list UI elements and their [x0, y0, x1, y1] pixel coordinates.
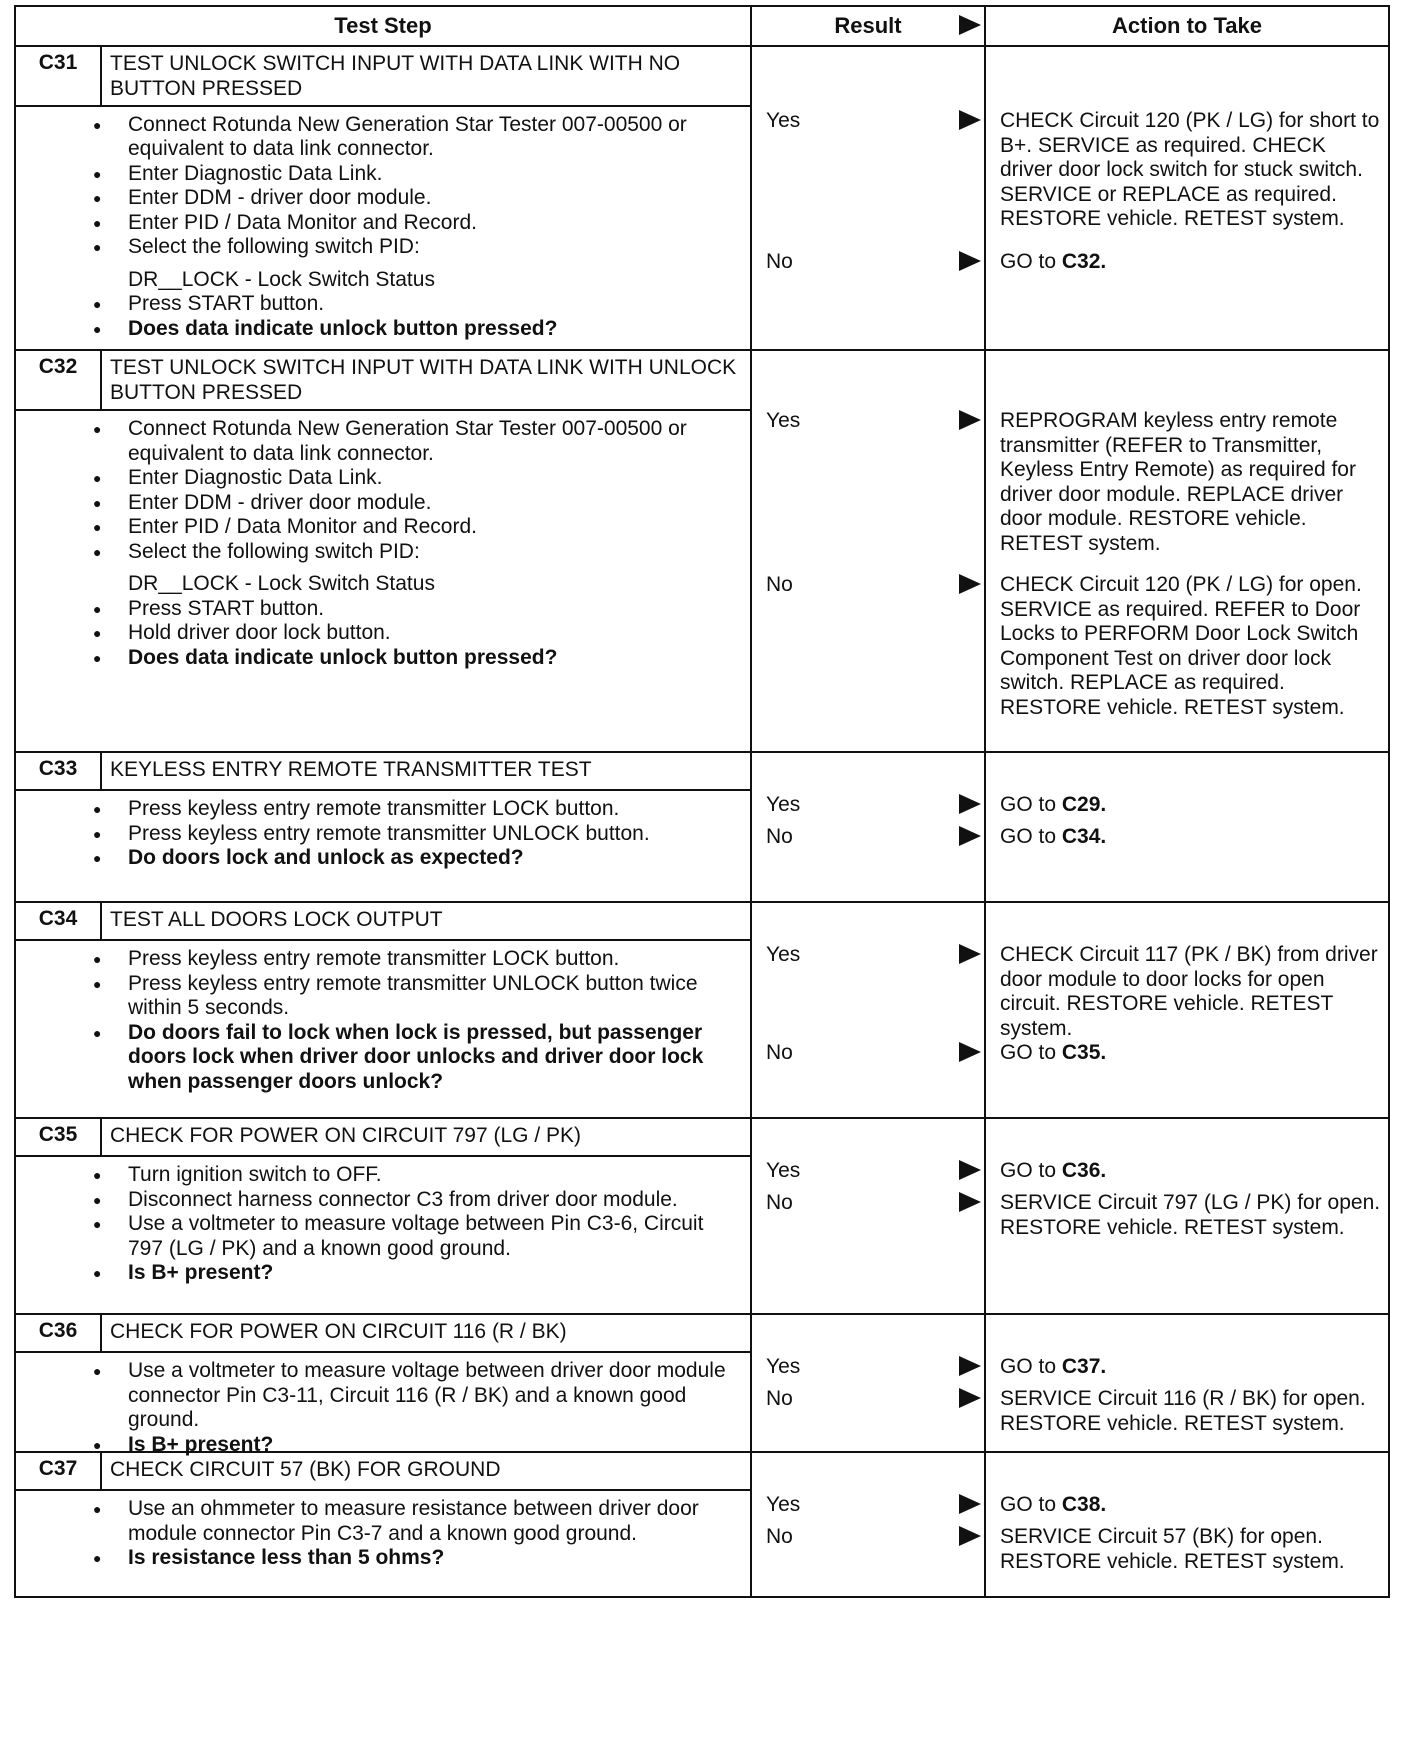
- goto-step-ref: C36.: [1061, 1159, 1107, 1182]
- action-column: [986, 1453, 1388, 1596]
- step-title: TEST ALL DOORS LOCK OUTPUT: [110, 908, 443, 931]
- step-id: C36: [16, 1315, 102, 1351]
- result-column: [752, 1119, 986, 1313]
- action-text: [1000, 825, 1384, 850]
- result-column: [752, 1315, 986, 1451]
- step-title: CHECK CIRCUIT 57 (BK) FOR GROUND: [110, 1458, 501, 1481]
- action-text: [1000, 1159, 1384, 1184]
- action-instruction: GO to: [1000, 793, 1062, 816]
- result-label: No: [766, 1041, 793, 1064]
- step-title: KEYLESS ENTRY REMOTE TRANSMITTER TEST: [110, 758, 592, 781]
- test-step-c32: [16, 351, 1388, 753]
- action-instruction: GO to: [1000, 825, 1062, 848]
- action-text: [1000, 1493, 1384, 1518]
- test-step-c34: [16, 903, 1388, 1119]
- action-text: [1000, 1041, 1384, 1066]
- step-instructions: [16, 1353, 750, 1465]
- step-title: CHECK FOR POWER ON CIRCUIT 797 (LG / PK): [110, 1124, 582, 1147]
- action-text: [1000, 1191, 1384, 1240]
- action-column: [986, 903, 1388, 1117]
- step-instruction: ● Connect Rotunda New Generation Star Tester 007-00500 or equivalent to data link connector.: [128, 417, 740, 466]
- step-instruction: ● Press keyless entry remote transmitter UNLOCK button twice within 5 seconds.: [128, 972, 740, 1021]
- result-label: Yes: [766, 109, 801, 132]
- result-label: No: [766, 1525, 793, 1548]
- action-instruction: GO to: [1000, 250, 1062, 273]
- action-instruction: CHECK Circuit 120 (PK / LG) for open. SERVICE as required. REFER to Door Locks to PERFORM Door Lock Switch Component Test on driver door lock switch. REPLACE as required. RESTORE vehicle. RETEST system.: [1000, 573, 1362, 719]
- step-column: [16, 1453, 752, 1596]
- header-result: [752, 7, 986, 45]
- step-question: ● Is resistance less than 5 ohms?: [128, 1546, 740, 1571]
- action-text: [1000, 793, 1384, 818]
- table-body: [16, 47, 1388, 1596]
- result-column: [752, 1453, 986, 1596]
- step-instruction: ● Hold driver door lock button.: [128, 621, 740, 646]
- step-instruction: ● Press START button.: [128, 292, 740, 317]
- result-arrow-icon: [959, 1192, 981, 1212]
- action-column: [986, 1119, 1388, 1313]
- step-instruction: ● Select the following switch PID:: [128, 235, 740, 260]
- result-arrow-icon: [959, 944, 981, 964]
- result-arrow-icon: [959, 794, 981, 814]
- step-question: ● Do doors fail to lock when lock is pressed, but passenger doors lock when driver door unlocks and driver door lock when passenger doors unlock?: [128, 1021, 740, 1095]
- result-column: [752, 47, 986, 349]
- goto-step-ref: C38.: [1061, 1493, 1107, 1516]
- step-instruction: ● Enter PID / Data Monitor and Record.: [128, 515, 740, 540]
- action-column: [986, 753, 1388, 901]
- action-instruction: REPROGRAM keyless entry remote transmitter (REFER to Transmitter, Keyless Entry Remote) as required for driver door module. REPLACE driver door module. RESTORE vehicle. RETEST system.: [1000, 409, 1356, 555]
- step-instruction: ● Select the following switch PID:: [128, 540, 740, 565]
- result-label: No: [766, 1387, 793, 1410]
- step-title-row: [16, 753, 750, 791]
- goto-step-ref: C34.: [1061, 825, 1107, 848]
- step-title-row: [16, 1453, 750, 1491]
- step-question: ● Does data indicate unlock button pressed?: [128, 317, 740, 342]
- result-label: No: [766, 1191, 793, 1214]
- action-instruction: GO to: [1000, 1493, 1062, 1516]
- result-label: Yes: [766, 409, 801, 432]
- step-title-row: [16, 1315, 750, 1353]
- step-column: [16, 753, 752, 901]
- result-arrow-icon: [959, 1356, 981, 1376]
- step-question: ● Do doors lock and unlock as expected?: [128, 846, 740, 871]
- result-column: [752, 351, 986, 751]
- step-question: ● Is B+ present?: [128, 1261, 740, 1286]
- goto-step-ref: C32.: [1061, 250, 1107, 273]
- result-label: Yes: [766, 1355, 801, 1378]
- step-instruction: ● Connect Rotunda New Generation Star Tester 007-00500 or equivalent to data link connector.: [128, 113, 740, 162]
- step-id: C31: [16, 47, 102, 105]
- goto-step-ref: C37.: [1061, 1355, 1107, 1378]
- step-title-row: [16, 903, 750, 941]
- action-text: [1000, 409, 1384, 556]
- step-column: [16, 1119, 752, 1313]
- action-column: [986, 47, 1388, 349]
- header-test-step: Test Step: [16, 7, 752, 45]
- action-text: [1000, 250, 1384, 275]
- action-instruction: GO to: [1000, 1355, 1062, 1378]
- step-instruction: ● Use a voltmeter to measure voltage between Pin C3-6, Circuit 797 (LG / PK) and a known good ground.: [128, 1212, 740, 1261]
- step-instruction: ● Enter PID / Data Monitor and Record.: [128, 211, 740, 236]
- result-label: No: [766, 825, 793, 848]
- test-step-c33: [16, 753, 1388, 903]
- result-column: [752, 753, 986, 901]
- result-label: Yes: [766, 1159, 801, 1182]
- test-step-c31: [16, 47, 1388, 351]
- step-instruction: DR__LOCK - Lock Switch Status: [128, 572, 435, 595]
- result-arrow-icon: [959, 826, 981, 846]
- result-arrow-icon: [959, 1042, 981, 1062]
- step-id: C32: [16, 351, 102, 409]
- action-instruction: SERVICE Circuit 57 (BK) for open. RESTORE vehicle. RETEST system.: [1000, 1525, 1345, 1573]
- result-arrow-icon: [959, 251, 981, 271]
- step-instructions: [16, 107, 750, 350]
- step-instruction: ● Use an ohmmeter to measure resistance between driver door module connector Pin C3-7 and a known good ground.: [128, 1497, 740, 1546]
- action-text: [1000, 1525, 1384, 1574]
- action-instruction: GO to: [1000, 1041, 1062, 1064]
- step-column: [16, 1315, 752, 1456]
- result-label: Yes: [766, 793, 801, 816]
- step-title: CHECK FOR POWER ON CIRCUIT 116 (R / BK): [110, 1320, 567, 1343]
- step-column: [16, 47, 752, 349]
- step-instruction: ● Press START button.: [128, 597, 740, 622]
- step-instructions: [16, 1157, 750, 1294]
- step-question: ● Is B+ present?: [128, 1433, 740, 1458]
- step-column: [16, 903, 752, 1117]
- step-title-row: [16, 351, 750, 411]
- action-instruction: SERVICE Circuit 116 (R / BK) for open. RESTORE vehicle. RETEST system.: [1000, 1387, 1366, 1435]
- step-title: TEST UNLOCK SWITCH INPUT WITH DATA LINK WITH UNLOCK BUTTON PRESSED: [110, 356, 737, 404]
- test-step-c37: [16, 1453, 1388, 1596]
- table-header: [16, 7, 1388, 47]
- goto-step-ref: C29.: [1061, 793, 1107, 816]
- test-step-c36: [16, 1315, 1388, 1456]
- result-arrow-icon: [959, 1160, 981, 1180]
- header-action: Action to Take: [1112, 13, 1262, 38]
- result-label: No: [766, 250, 793, 273]
- step-id: C35: [16, 1119, 102, 1155]
- result-label: No: [766, 573, 793, 596]
- step-instruction: ● Enter Diagnostic Data Link.: [128, 466, 740, 491]
- action-text: [1000, 109, 1384, 232]
- step-instruction: ● Use a voltmeter to measure voltage between driver door module connector Pin C3-11, Circuit 116 (R / BK) and a known good ground.: [128, 1359, 740, 1433]
- result-arrow-icon: [959, 410, 981, 430]
- step-instructions: [16, 791, 750, 879]
- step-column: [16, 351, 752, 751]
- step-instruction: ● Press keyless entry remote transmitter UNLOCK button.: [128, 822, 740, 847]
- step-instructions: [16, 941, 750, 1102]
- step-instruction: ● Enter DDM - driver door module.: [128, 491, 740, 516]
- action-column: [986, 351, 1388, 751]
- result-arrow-icon: [959, 110, 981, 130]
- step-id: C37: [16, 1453, 102, 1489]
- action-instruction: GO to: [1000, 1159, 1062, 1182]
- diagnostic-table: [14, 5, 1390, 1598]
- step-question: ● Does data indicate unlock button pressed?: [128, 646, 740, 671]
- result-arrow-icon: [959, 574, 981, 594]
- step-instruction: ● Enter Diagnostic Data Link.: [128, 162, 740, 187]
- step-title-row: [16, 47, 750, 107]
- step-instruction: ● Disconnect harness connector C3 from driver door module.: [128, 1188, 740, 1213]
- action-text: [1000, 1355, 1384, 1380]
- step-instruction: DR__LOCK - Lock Switch Status: [128, 267, 435, 291]
- step-instructions: [16, 1491, 750, 1579]
- step-instruction: ● Enter DDM - driver door module.: [128, 186, 740, 211]
- step-instruction: ● Press keyless entry remote transmitter LOCK button.: [128, 797, 740, 822]
- action-column: [986, 1315, 1388, 1451]
- result-label: Yes: [766, 943, 801, 966]
- result-label: Yes: [766, 1493, 801, 1516]
- result-arrow-icon: [959, 1388, 981, 1408]
- result-column: [752, 903, 986, 1117]
- action-instruction: CHECK Circuit 120 (PK / LG) for short to B+. SERVICE as required. CHECK driver door lock switch for stuck switch. SERVICE or REPLACE as required. RESTORE vehicle. RETEST system.: [1000, 109, 1380, 230]
- test-step-c35: [16, 1119, 1388, 1315]
- step-id: C34: [16, 903, 102, 939]
- header-result-label: Result: [834, 13, 902, 38]
- goto-step-ref: C35.: [1061, 1041, 1107, 1064]
- step-instruction: ● Turn ignition switch to OFF.: [128, 1163, 740, 1188]
- step-instructions: [16, 411, 750, 678]
- result-arrow-icon: [959, 15, 981, 35]
- result-arrow-icon: [959, 1494, 981, 1514]
- action-instruction: SERVICE Circuit 797 (LG / PK) for open. RESTORE vehicle. RETEST system.: [1000, 1191, 1381, 1239]
- step-instruction: ● Press keyless entry remote transmitter LOCK button.: [128, 947, 740, 972]
- step-title-row: [16, 1119, 750, 1157]
- action-text: [1000, 943, 1384, 1041]
- result-arrow-icon: [959, 1526, 981, 1546]
- action-text: [1000, 1387, 1384, 1436]
- action-instruction: CHECK Circuit 117 (PK / BK) from driver door module to door locks for open circuit. RESTORE vehicle. RETEST system.: [1000, 943, 1378, 1040]
- step-id: C33: [16, 753, 102, 789]
- action-text: [1000, 573, 1384, 720]
- step-title: TEST UNLOCK SWITCH INPUT WITH DATA LINK WITH NO BUTTON PRESSED: [110, 52, 681, 100]
